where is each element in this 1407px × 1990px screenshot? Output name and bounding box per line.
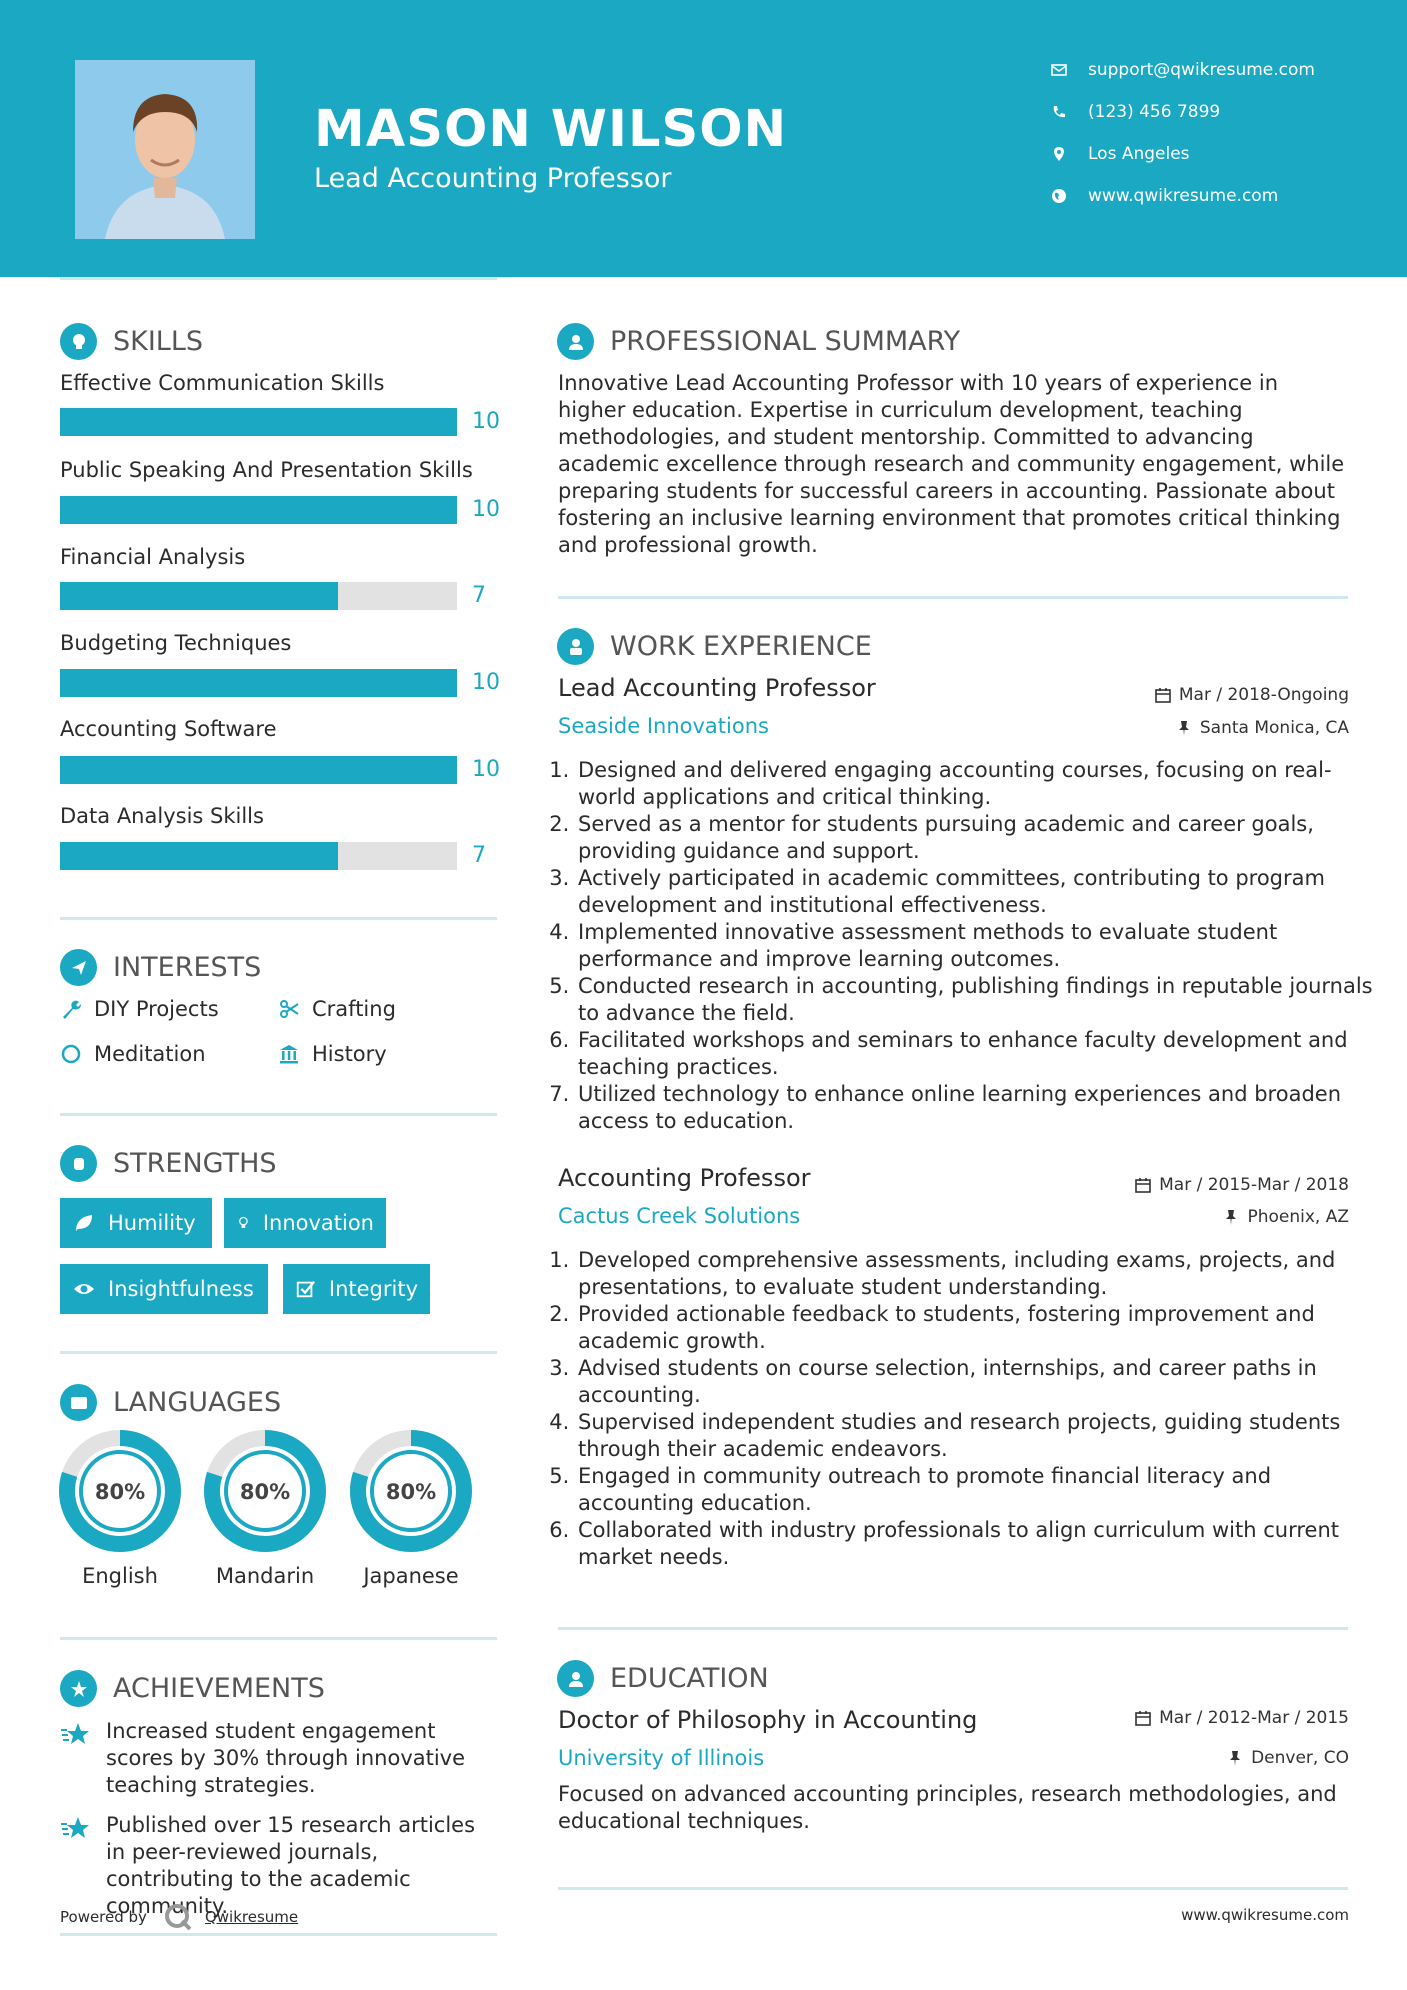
languages-heading [60,1384,281,1421]
interests-heading [60,949,261,986]
candidate-title: Lead Accounting Professor [314,163,672,194]
language-item [59,1430,181,1588]
skill-value: 7 [472,843,486,868]
achievement-text: Published over 15 research articles in peer-reviewed journals, contributing to the academic community. [106,1813,476,1918]
summary-divider [558,596,1348,599]
language-ring [350,1430,472,1552]
job-duties-list [558,757,1376,1135]
summary-text: Innovative Lead Accounting Professor with 10 years of experience in higher education. Expertise in curriculum development, teaching methodologies, and student mentorship. Committed to advancing academic excellence through research and community engagement, while preparing students for successful careers in accounting. Passionate about fostering an inclusive learning environment that promotes critical thinking and professional growth. [558,371,1345,557]
language-ring [204,1430,326,1552]
skill-bar [60,496,457,524]
skill-label: Financial Analysis [60,545,246,569]
list-item: 3. Actively participated in academic committees, contributing to program development and institutional effectiveness. [576,865,1376,919]
qwikresume-link[interactable]: Qwikresume [204,1908,299,1926]
job-company: Seaside Innovations [558,714,769,738]
list-item: 4. Implemented innovative assessment methods to evaluate student performance and improve learning outcomes. [576,919,1376,973]
job-location-text: Santa Monica, CA [1199,718,1349,738]
school-name: University of Illinois [558,1746,765,1770]
skill-value: 10 [472,670,500,695]
language-level: 80% [385,1480,437,1504]
languages-divider [60,1637,497,1640]
skill-bar [60,756,457,784]
strength-tag [60,1198,212,1248]
pin-icon [1176,720,1192,736]
checkbox-icon [295,1277,317,1301]
header-divider [60,277,497,280]
language-ring [59,1430,181,1552]
education-divider [558,1887,1348,1890]
location-icon [1050,145,1068,163]
language-level: 80% [239,1480,291,1504]
list-item: 1. Developed comprehensive assessments, including exams, projects, and presentations, to evaluate student understanding. [576,1247,1376,1301]
interest-item [278,1042,387,1066]
skill-value: 10 [472,497,500,522]
calendar-icon [1135,1177,1151,1193]
interest-label: Meditation [94,1042,206,1066]
star-icon [60,1720,90,1750]
skill-value: 10 [472,757,500,782]
achievement-text: Increased student engagement scores by 30% through innovative teaching strategies. [106,1719,466,1797]
list-item: 3. Advised students on course selection, internships, and career paths in accounting. [576,1355,1376,1409]
lightbulb-icon [60,323,97,360]
skill-bar-fill [60,756,457,784]
skills-heading-text: SKILLS [113,326,204,357]
footer-website[interactable]: www.qwikresume.com [1181,1906,1349,1924]
language-level: 80% [94,1480,146,1504]
list-item: 7. Utilized technology to enhance online learning experiences and broaden access to education. [576,1081,1376,1135]
skill-bar [60,669,457,697]
skill-bar-fill [60,842,338,870]
strengths-heading [60,1145,277,1182]
strength-tag [60,1264,268,1314]
skill-label: Effective Communication Skills [60,371,385,395]
skills-heading [60,323,203,360]
achievement-item [60,1718,500,1799]
contact-phone-text: (123) 456 7899 [1088,102,1221,122]
interest-item [60,997,219,1021]
lightbulb-icon [236,1211,251,1235]
job-duties-list [558,1247,1376,1571]
star-badge-icon [60,1670,97,1707]
pin-icon [1227,1750,1243,1766]
skill-bar-fill [60,496,457,524]
briefcase-user-icon [557,628,594,665]
scissors-icon [278,998,300,1020]
job-title: Accounting Professor [558,1164,811,1192]
skill-bar-fill [60,582,338,610]
contact-website-text: www.qwikresume.com [1088,186,1279,206]
qwikresume-logo-icon [163,1902,193,1932]
language-icon [60,1384,97,1421]
header-banner [0,0,1407,277]
skill-label: Accounting Software [60,717,277,741]
list-item: 2. Served as a mentor for students pursuing academic and career goals, providing guidance and support. [576,811,1376,865]
powered-by-label: Powered by [60,1908,147,1926]
list-item: 5. Engaged in community outreach to promote financial literacy and accounting education. [576,1463,1376,1517]
fist-icon [60,1145,97,1182]
language-name: English [82,1564,158,1588]
experience-heading-text: WORK EXPERIENCE [610,631,872,662]
job-location-text: Phoenix, AZ [1247,1207,1349,1227]
education-location-text: Denver, CO [1251,1748,1349,1768]
list-item: 2. Provided actionable feedback to students, fostering improvement and academic growth. [576,1301,1376,1355]
education-location [1227,1748,1349,1768]
education-heading-text: EDUCATION [610,1663,769,1694]
list-item: 1. Designed and delivered engaging accounting courses, focusing on real-world applications and critical thinking. [576,757,1376,811]
list-item: 5. Conducted research in accounting, publishing findings in reputable journals to advance the field. [576,973,1376,1027]
calendar-icon [1135,1710,1151,1726]
list-item: 6. Facilitated workshops and seminars to enhance faculty development and teaching practices. [576,1027,1376,1081]
globe-icon [1050,187,1068,205]
interests-divider [60,1113,497,1116]
job-dates [1135,1175,1349,1195]
skill-label: Budgeting Techniques [60,631,292,655]
strength-label: Humility [108,1211,196,1235]
list-item: 4. Supervised independent studies and research projects, guiding students through their academic endeavors. [576,1409,1376,1463]
contact-email-text: support@qwikresume.com [1088,60,1315,80]
phone-icon [1050,103,1068,121]
contact-phone[interactable] [1050,102,1220,122]
strength-label: Insightfulness [108,1277,254,1301]
interest-label: Crafting [312,997,396,1021]
contact-location-text: Los Angeles [1088,144,1190,164]
skill-bar [60,842,457,870]
eye-icon [72,1277,96,1301]
experience-heading [557,628,872,665]
skills-divider [60,917,497,920]
language-name: Mandarin [215,1564,315,1588]
calendar-icon [1155,687,1171,703]
contact-location [1050,144,1190,164]
leaf-icon [72,1211,96,1235]
skill-label: Data Analysis Skills [60,804,264,828]
language-name: Japanese [363,1564,459,1588]
strengths-heading-text: STRENGTHS [113,1148,277,1179]
candidate-name: MASON WILSON [314,100,788,159]
job-dates-text: Mar / 2015-Mar / 2018 [1159,1175,1349,1195]
experience-divider [558,1627,1348,1630]
graduate-icon [557,1660,594,1697]
interest-item [278,997,396,1021]
strength-tag [224,1198,386,1248]
strength-label: Integrity [328,1277,418,1301]
portrait-image [75,60,255,239]
powered-by [60,1902,298,1932]
skill-label: Public Speaking And Presentation Skills [60,458,473,482]
user-icon [557,323,594,360]
job-dates-text: Mar / 2018-Ongoing [1178,685,1349,705]
skill-bar [60,408,457,436]
achievements-heading-text: ACHIEVEMENTS [113,1673,325,1704]
job-title: Lead Accounting Professor [558,674,876,702]
list-item: 6. Collaborated with industry professionals to align curriculum with current market needs. [576,1517,1376,1571]
skill-bar-fill [60,669,457,697]
achievements-heading [60,1670,325,1707]
paper-plane-icon [60,949,97,986]
contact-email[interactable] [1050,60,1315,80]
languages-heading-text: LANGUAGES [113,1387,282,1418]
strengths-divider [60,1351,497,1354]
summary-heading-text: PROFESSIONAL SUMMARY [610,326,961,357]
education-dates [1135,1708,1349,1728]
strength-label: Innovation [262,1211,374,1235]
skill-value: 10 [472,409,500,434]
interest-item [60,1042,206,1066]
summary-heading [557,323,960,360]
wrench-icon [60,998,82,1020]
education-heading [557,1660,769,1697]
interest-label: DIY Projects [94,997,219,1021]
circle-icon [60,1043,82,1065]
profile-photo [75,60,255,239]
interest-label: History [312,1042,387,1066]
education-dates-text: Mar / 2012-Mar / 2015 [1159,1708,1349,1728]
pin-icon [1223,1209,1239,1225]
skill-value: 7 [472,583,486,608]
contact-website[interactable] [1050,186,1278,206]
mail-icon [1050,61,1068,79]
job-location [1223,1207,1349,1227]
job-dates [1155,685,1349,705]
strength-tag [283,1264,430,1314]
job-company: Cactus Creek Solutions [558,1204,801,1228]
education-description: Focused on advanced accounting principles, research methodologies, and educational techniques. [558,1782,1337,1833]
language-item [350,1430,472,1588]
job-location [1176,718,1349,738]
language-item [204,1430,326,1588]
degree-title: Doctor of Philosophy in Accounting [558,1706,978,1734]
skill-bar [60,582,457,610]
interests-heading-text: INTERESTS [113,952,262,983]
skill-bar-fill [60,408,457,436]
star-icon [60,1814,90,1844]
footer-divider-left [60,1933,497,1936]
bank-icon [278,1043,300,1065]
